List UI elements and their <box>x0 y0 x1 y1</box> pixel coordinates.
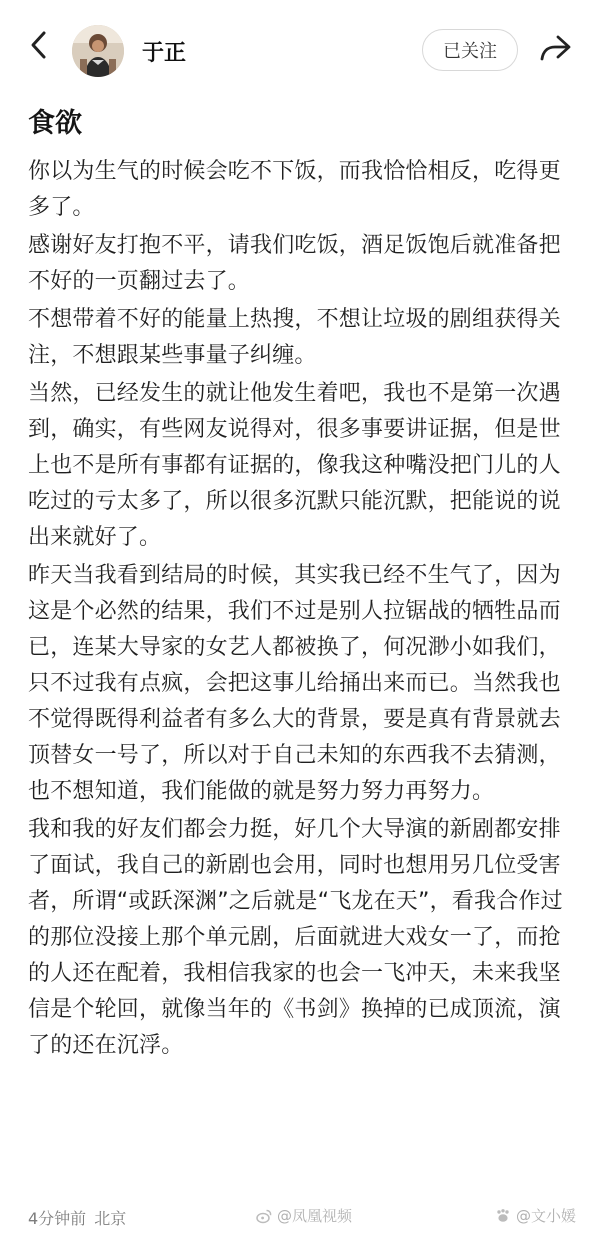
paragraph-4: 当然，已经发生的就让他发生着吧，我也不是第一次遇到，确实，有些网友说得对，很多事要讲证据，但是世上也不是所有事都有证据的，像我这种嘴没把门儿的人吃过的亏太多了，所以很多沉默只能沉默，把能说的说出来就好了。 <box>28 381 561 550</box>
weibo-watermark <box>255 1205 352 1226</box>
post-location: 北京 <box>94 1209 127 1228</box>
paragraph-6: 我和我的好友们都会力挺，好几个大导演的新剧都安排了面试，我自己的新剧也会用，同时也想用另几位受害者，所谓“或跃深渊”之后就是“飞龙在天”，看我合作过的那位没接上那个单元剧，后面就进大戏女一了，而抢的人还在配着，我相信我家的也会一飞冲天，未来我坚信是个轮回，就像当年的《书剑》换掉的已成顶流，演了的还在沉浮。 <box>28 817 563 1058</box>
paragraph-5: 昨天当我看到结局的时候，其实我已经不生气了，因为这是个必然的结果，我们不过是别人拉锯战的牺牲品而已，连某大导家的女艺人都被换了，何况渺小如我们，只不过我有点疯，会把这事儿给捅出来而已。当然我也不觉得既得利益者有多么大的背景，要是真有背景就去顶替女一号了，所以对于自己未知的东西我不去猜测，也不想知道，我们能做的就是努力努力再努力。 <box>28 563 561 804</box>
back-button[interactable] <box>20 28 58 66</box>
weibo-watermark-text: @凤凰视频 <box>277 1207 353 1225</box>
author-watermark-text: @文小媛 <box>516 1207 577 1225</box>
chevron-left-icon <box>28 30 50 64</box>
paragraph-3: 不想带着不好的能量上热搜，不想让垃圾的剧组获得关注，不想跟某些事量子纠缠。 <box>28 307 561 368</box>
author-name[interactable]: 于正 <box>142 41 187 66</box>
article-title: 食欲 <box>28 108 82 139</box>
post-meta <box>28 1206 126 1229</box>
post-time: 4分钟前 <box>28 1209 87 1228</box>
weibo-logo-icon <box>255 1207 273 1225</box>
paragraph-2: 感谢好友打抱不平，请我们吃饭，酒足饭饱后就准备把不好的一页翻过去了。 <box>28 233 561 294</box>
follow-button[interactable]: 已关注 <box>422 29 518 71</box>
avatar[interactable] <box>72 25 124 77</box>
top-bar <box>0 0 600 96</box>
share-button[interactable] <box>535 30 575 70</box>
article <box>28 104 572 1066</box>
author-watermark <box>494 1205 576 1226</box>
article-body <box>28 154 572 1064</box>
paragraph-1: 你以为生气的时候会吃不下饭，而我恰恰相反，吃得更多了。 <box>28 159 561 220</box>
paw-icon <box>494 1207 512 1225</box>
share-arrow-icon <box>538 33 572 67</box>
